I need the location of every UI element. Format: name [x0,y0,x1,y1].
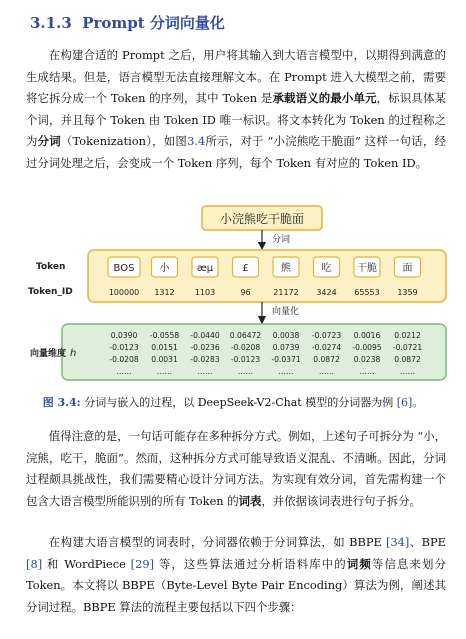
vector-value: 0.0238 [353,355,381,364]
vector-value: …… [399,367,416,376]
token-text: æµ [196,263,214,274]
token-text: 面 [402,263,413,274]
vector-value: -0.0723 [311,331,342,340]
vector-value: …… [359,367,375,376]
vector-value: …… [197,367,213,376]
vector-value: -0.0558 [149,331,180,340]
vector-value: 0.0031 [151,355,178,364]
vector-value: -0.0208 [109,355,139,364]
step-label-vectorize: 向量化 [272,307,300,317]
vector-value: …… [278,367,294,376]
vector-value: 0.0390 [110,331,138,340]
row-label-token: Token [36,262,66,272]
vector-value: -0.0095 [352,343,382,352]
p3-text-i: 等信息来划分 Token。本文将以 BBPE（Byte-Level Byte Pair Encoding）算法为例，阐述其分词过程。BBPE 算法的流程主要包括以下四个步骤： [26,556,446,614]
vector-dim-symbol: h [70,348,77,359]
vector-value: 0.0872 [313,355,340,364]
vector-value: 0.0739 [272,343,300,352]
paragraph-3 [26,532,446,618]
token-text: 吃 [321,263,332,274]
citation-bpe-link[interactable]: [8] [26,556,43,571]
section-number: 3.1.3 [30,14,72,32]
token-text: 小 [159,263,170,274]
token-panel [88,250,446,302]
tokenization-figure [22,202,452,386]
figure-caption [0,394,466,410]
caption-text: 分词与嵌入的过程，以 DeepSeek-V2-Chat 模型的分词器为例 [84,396,394,409]
vector-value: -0.0274 [311,343,342,352]
row-label-token-id: Token_ID [28,287,73,297]
caption-citation-link[interactable]: [6] [396,396,413,409]
token-id: 65553 [354,288,380,297]
citation-wordpiece-link[interactable]: [29] [130,556,155,571]
p2-text-a: 值得注意的是，一句话可能存在多种拆分方式。例如，上述句子可拆分为 “小，浣熊，吃干，脆面”。然而，这种拆分方式可能导致语义混乱、不清晰。因此，分词过程颇具挑战性，我们需要精心设计分词方法。为实现有效分词，首先需构建一个包含大语言模型所能识别的所有 Token 的 [26,429,446,508]
section-title: Prompt 分词向量化 [82,14,225,32]
token-text: BOS [113,263,135,274]
p1-text-a: 在构建合适的 Prompt 之后，用户将其输入到大语言模型中，以期得到满意的生成结果。但是，语言模型无法直接理解文本。在 Prompt 进入大模型之前，需要将它拆分成一个 Token 的序列，其中 Token 是 [26,48,446,105]
vector-value: …… [156,367,173,376]
vector-value: -0.0236 [190,343,220,352]
p2-text-c: ，并依据该词表进行句子拆分。 [261,493,421,508]
p1-text-g: 所示，对于 “小浣熊吃干脆面” 这样一句话，经过分词处理之后，会变成一个 Token 序列，每个 Token 有对应的 Token ID。 [26,134,446,170]
vector-value: 0.0016 [353,331,381,340]
step-label-tokenize: 分词 [272,235,291,245]
caption-end: 。 [412,396,424,409]
tokenization-diagram [22,202,452,386]
vector-value: 0.06472 [229,331,262,340]
citation-bbpe-link[interactable]: [34] [385,535,410,549]
p1-bold-tokenization: 分词 [37,134,61,148]
vector-value: 0.0212 [394,331,421,340]
p2-bold-vocab: 词表 [238,493,262,508]
input-sentence: 小浣熊吃干脆面 [219,212,305,226]
token-id: 1359 [397,288,418,297]
vector-value: -0.0440 [190,331,220,340]
p3-text-g: 等，这些算法通过分析语料库中的 [154,556,347,571]
vector-value: -0.0371 [271,355,301,364]
vector-value: -0.0283 [190,355,220,364]
caption-label: 图 3.4: [42,396,81,409]
token-id: 100000 [108,288,140,297]
p1-bold-term: 承载语义的最小单元 [272,91,377,105]
token-text: £ [242,263,249,274]
vector-value: -0.0123 [230,355,261,364]
vector-value: -0.0721 [392,343,423,352]
vector-value: -0.0123 [109,343,139,352]
p3-bold-frequency: 词频 [346,556,372,571]
token-id: 3424 [316,288,337,297]
token-id: 1312 [154,288,175,297]
token-id: 21172 [273,288,299,297]
vector-value: 0.0872 [394,355,421,364]
vector-value: 0.0151 [151,343,178,352]
token-text: 干脆 [357,263,377,274]
p1-text-c: ，标识具体某个词，并且每个 Token 由 Token ID 唯一标识。将文本转化为 Token 的过程称之为 [26,91,446,148]
vector-value: …… [116,367,132,376]
p3-text-c: 、BPE [409,535,446,549]
section-heading [30,12,225,33]
p3-text-e: 和 WordPiece [42,556,131,571]
token-id: 1103 [194,288,216,297]
vector-value: 0.0038 [272,331,300,340]
row-label-vector-dim: 向量维度 [30,349,67,359]
token-text: 熊 [281,263,291,274]
paragraph-2 [26,426,446,512]
vector-value: -0.0208 [230,343,261,352]
token-id: 96 [240,288,251,297]
p3-text-a: 在构建大语言模型的词表时，分词器依赖于分词算法，如 BBPE [48,535,386,549]
paragraph-1 [26,45,446,174]
vector-value: …… [237,367,254,376]
p1-text-e: （Tokenization），如图 [60,134,188,148]
vector-value: …… [318,367,335,376]
figure-ref-link[interactable]: 3.4 [187,134,206,148]
